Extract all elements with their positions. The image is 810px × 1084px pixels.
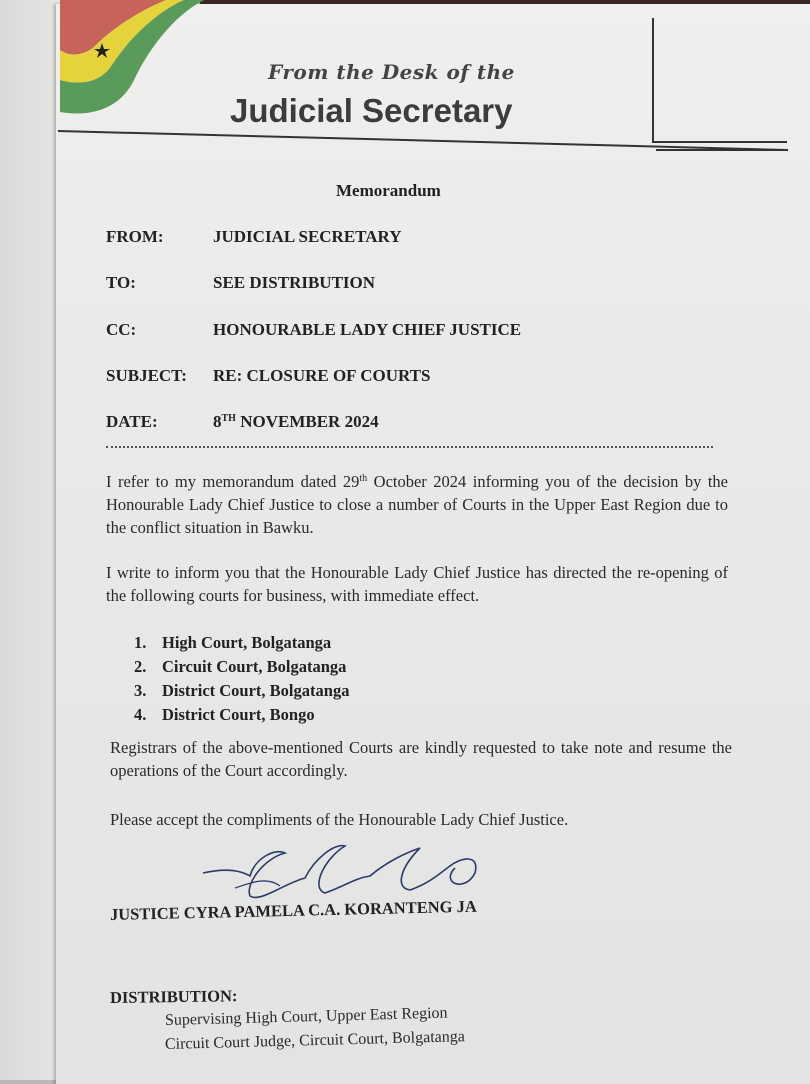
signatory-name: JUSTICE CYRA PAMELA C.A. KORANTENG JA [109,896,477,924]
paragraph-reopening: I write to inform you that the Honourable Lady Chief Justice has directed the re-opening of the following courts for business, with immediate effect. [106,563,728,605]
distribution-item: Supervising High Court, Upper East Region [164,1004,448,1029]
date-suffix: TH [221,413,236,424]
paragraph-text: I refer to my memorandum dated 29 [106,472,360,491]
paragraph-text: October 2024 informing you of the decision by the Honourable Lady Chief Justice to close a number of Courts in the Upper East Region due to the conflict situation in Bawku. [106,472,729,537]
distribution-item: Circuit Court Judge, Circuit Court, Bolgatanga [164,1028,466,1053]
field-label: TO: [106,273,136,292]
paragraph-registrars: Registrars of the above-mentioned Courts are kindly requested to take note and resume the operations of the Court accordingly. [110,738,732,780]
letterhead-frame [652,18,654,142]
paragraph-compliments: Please accept the compliments of the Honourable Lady Chief Justice. [110,810,569,829]
field-date [106,412,379,432]
letterhead-title: Judicial Secretary [230,92,513,129]
field-value: RE: CLOSURE OF COURTS [213,366,431,385]
field-cc [106,320,521,340]
list-item: 4. District Court, Bongo [134,705,315,724]
court-list [134,631,349,727]
field-value: HONOURABLE LADY CHIEF JUSTICE [213,320,522,339]
memo-heading: Memorandum [336,181,441,200]
ghana-flag-icon [56,0,216,120]
letterhead-frame [652,141,787,143]
list-item: 1. High Court, Bolgatanga [134,633,332,652]
field-from [106,227,402,247]
letterhead-frame [656,149,788,151]
letterhead-rule [58,128,798,158]
date-day: 8 [213,412,222,431]
letterhead-script: From the Desk of the [268,60,515,84]
paragraph-sup: th [359,473,368,484]
field-label: DATE: [106,412,158,431]
field-label: CC: [106,320,137,339]
field-subject [106,366,430,386]
list-item: 2. Circuit Court, Bolgatanga [134,657,347,676]
field-to [106,273,375,293]
field-value: JUDICIAL SECRETARY [213,227,402,246]
field-value: SEE DISTRIBUTION [213,273,376,292]
paragraph-reference [106,467,728,539]
distribution-label: DISTRIBUTION: [109,986,238,1007]
field-label: FROM: [106,227,164,246]
list-item: 3. District Court, Bolgatanga [134,681,350,700]
date-rest: NOVEMBER 2024 [235,412,379,431]
background-sheet [0,0,60,1080]
field-label: SUBJECT: [106,366,187,385]
dotted-divider [106,446,713,448]
